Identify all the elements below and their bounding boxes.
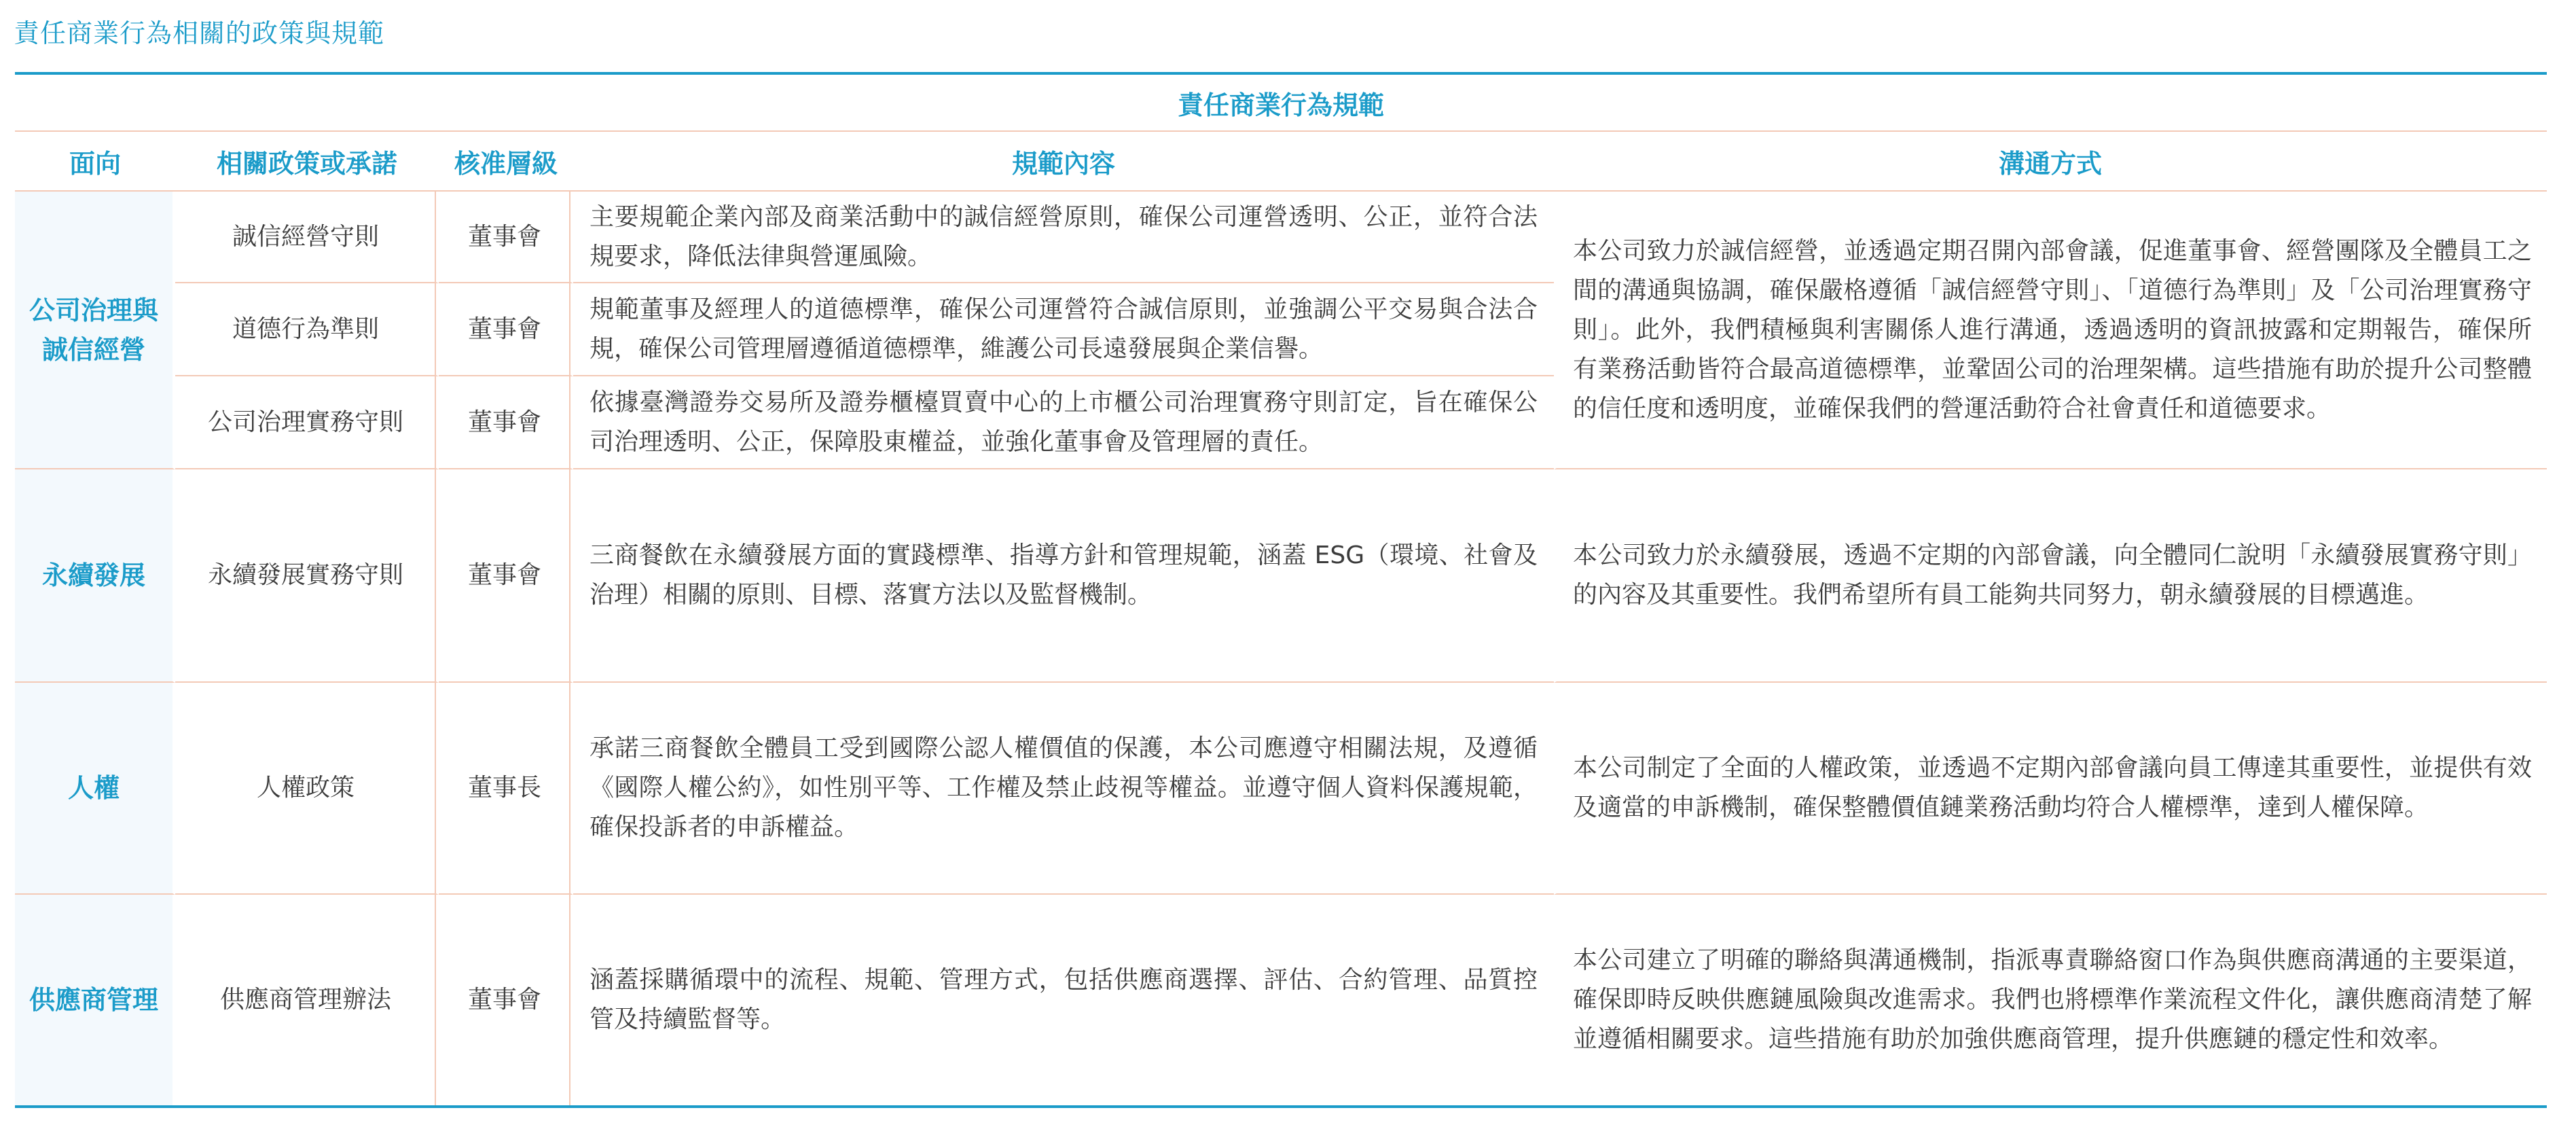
aspect-cell: 人權 — [15, 683, 175, 895]
col-header-policy: 相關政策或承諾 — [175, 132, 439, 192]
table-row — [15, 192, 2547, 283]
content-cell: 主要規範企業內部及商業活動中的誠信經營原則，確保公司運營透明、公正，並符合法規要求，降低法律與營運風險。 — [573, 192, 1554, 283]
content-cell: 承諾三商餐飲全體員工受到國際公認人權價值的保護，本公司應遵守相關法規，及遵循《國際人權公約》，如性別平等、工作權及禁止歧視等權益。並遵守個人資料保護規範，確保投訴者的申訴權益。 — [573, 683, 1554, 895]
communication-cell: 本公司致力於永續發展，透過不定期的內部會議，向全體同仁說明「永續發展實務守則」的內容及其重要性。我們希望所有員工能夠共同努力，朝永續發展的目標邁進。 — [1554, 469, 2547, 683]
col-header-communication: 溝通方式 — [1554, 132, 2547, 192]
content-cell: 規範董事及經理人的道德標準，確保公司運營符合誠信原則，並強調公平交易與合法合規，確保公司管理層遵循道德標準，維護公司長遠發展與企業信譽。 — [573, 283, 1554, 376]
aspect-cell: 永續發展 — [15, 469, 175, 683]
level-cell: 董事會 — [439, 895, 573, 1105]
table-row — [15, 895, 2547, 1105]
table-row — [15, 469, 2547, 683]
policy-cell: 公司治理實務守則 — [175, 376, 439, 469]
policy-cell: 永續發展實務守則 — [175, 469, 439, 683]
level-cell: 董事會 — [439, 469, 573, 683]
policy-cell: 供應商管理辦法 — [175, 895, 439, 1105]
communication-cell: 本公司致力於誠信經營，並透過定期召開內部會議，促進董事會、經營團隊及全體員工之間的溝通與協調，確保嚴格遵循「誠信經營守則」、「道德行為準則」及「公司治理實務守則」。此外，我們積極與利害關係人進行溝通，透過透明的資訊披露和定期報告，確保所有業務活動皆符合最高道德標準，並鞏固公司的治理架構。這些措施有助於提升公司整體的信任度和透明度，並確保我們的營運活動符合社會責任和道德要求。 — [1554, 192, 2547, 469]
content-cell: 三商餐飲在永續發展方面的實踐標準、指導方針和管理規範，涵蓋 ESG（環境、社會及治理）相關的原則、目標、落實方法以及監督機制。 — [573, 469, 1554, 683]
col-header-level: 核准層級 — [439, 132, 573, 192]
col-header-aspect: 面向 — [15, 132, 175, 192]
level-cell: 董事會 — [439, 283, 573, 376]
policy-cell: 誠信經營守則 — [175, 192, 439, 283]
communication-cell: 本公司建立了明確的聯絡與溝通機制，指派專責聯絡窗口作為與供應商溝通的主要渠道，確保即時反映供應鏈風險與改進需求。我們也將標準作業流程文件化，讓供應商清楚了解並遵循相關要求。這些措施有助於加強供應商管理，提升供應鏈的穩定性和效率。 — [1554, 895, 2547, 1105]
page-title: 責任商業行為相關的政策與規範 — [14, 18, 385, 48]
policy-cell: 人權政策 — [175, 683, 439, 895]
policy-table-grid — [15, 75, 2547, 1105]
group-header: 責任商業行為規範 — [15, 75, 2547, 132]
policy-table — [15, 72, 2547, 1108]
aspect-cell: 供應商管理 — [15, 895, 175, 1105]
level-cell: 董事會 — [439, 376, 573, 469]
col-header-content: 規範內容 — [573, 132, 1554, 192]
level-cell: 董事會 — [439, 192, 573, 283]
policy-cell: 道德行為準則 — [175, 283, 439, 376]
table-row — [15, 683, 2547, 895]
communication-cell: 本公司制定了全面的人權政策，並透過不定期內部會議向員工傳達其重要性，並提供有效及適當的申訴機制，確保整體價值鏈業務活動均符合人權標準，達到人權保障。 — [1554, 683, 2547, 895]
aspect-cell: 公司治理與誠信經營 — [15, 192, 175, 469]
content-cell: 涵蓋採購循環中的流程、規範、管理方式，包括供應商選擇、評估、合約管理、品質控管及持續監督等。 — [589, 966, 1538, 1033]
content-cell: 依據臺灣證券交易所及證券櫃檯買賣中心的上市櫃公司治理實務守則訂定，旨在確保公司治理透明、公正，保障股東權益，並強化董事會及管理層的責任。 — [573, 376, 1554, 469]
level-cell: 董事長 — [439, 683, 573, 895]
